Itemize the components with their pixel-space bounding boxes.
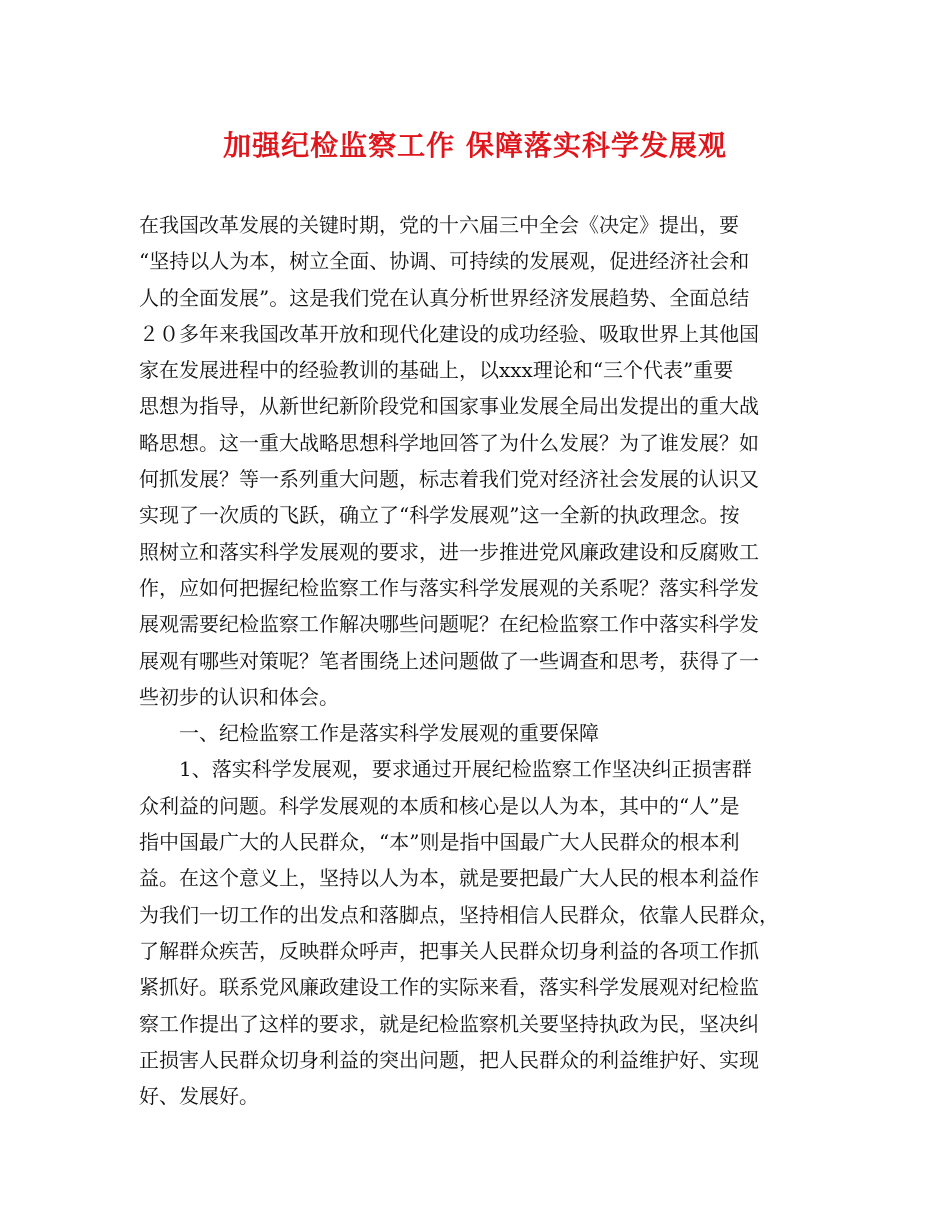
body-line: 思想为指导，从新世纪新阶段党和国家事业发展全局出发提出的重大战 [139,394,759,419]
body-line: 略思想。这一重大战略思想科学地回答了为什么发展？为了谁发展？如 [139,430,759,455]
body-line: 展观需要纪检监察工作解决哪些问题呢？在纪检监察工作中落实科学发 [139,612,759,637]
document-title: 加强纪检监察工作 保障落实科学发展观 [223,129,727,162]
document-body [139,207,829,1114]
body-line: 展观有哪些对策呢？笔者围绕上述问题做了一些调查和思考，获得了一 [139,648,759,673]
body-line: 家在发展进程中的经验教训的基础上，以xxx理论和“三个代表”重要 [139,358,734,383]
body-line: 些初步的认识和体会。 [139,684,339,709]
body-line: 察工作提出了这样的要求，就是纪检监察机关要坚持执政为民，坚决纠 [139,1011,759,1036]
body-line: 益。在这个意义上，坚持以人为本，就是要把最广大人民的根本利益作 [139,866,759,891]
body-line: 众利益的问题。科学发展观的本质和核心是以人为本，其中的“人”是 [139,793,740,818]
body-line: 何抓发展？等一系列重大问题，标志着我们党对经济社会发展的认识又 [139,467,759,492]
body-line: 指中国最广大的人民群众，“本”则是指中国最广大人民群众的根本利 [139,830,740,855]
body-line: 在我国改革发展的关键时期，党的十六届三中全会《决定》提出，要 [139,213,739,237]
body-line: 了解群众疾苦，反映群众呼声，把事关人民群众切身利益的各项工作抓 [139,938,759,963]
body-line: 紧抓好。联系党风廉政建设工作的实际来看，落实科学发展观对纪检监 [139,975,759,1000]
section-heading: 一、纪检监察工作是落实科学发展观的重要保障 [139,721,599,746]
body-line: “坚持以人为本，树立全面、协调、可持续的发展观，促进经济社会和 [139,249,750,274]
body-line: 为我们一切工作的出发点和落脚点，坚持相信人民群众，依靠人民群众， [139,902,779,927]
body-line: 1、落实科学发展观，要求通过开展纪检监察工作坚决纠正损害群 [139,757,752,782]
body-line: 正损害人民群众切身利益的突出问题，把人民群众的利益维护好、实现 [139,1047,759,1072]
body-line: 实现了一次质的飞跃，确立了“科学发展观”这一全新的执政理念。按 [139,503,740,528]
body-line: ２０多年来我国改革开放和现代化建设的成功经验、吸取世界上其他国 [139,321,759,346]
body-line: 照树立和落实科学发展观的要求，进一步推进党风廉政建设和反腐败工 [139,539,759,564]
body-line: 好、发展好。 [139,1084,259,1109]
body-line: 作，应如何把握纪检监察工作与落实科学发展观的关系呢？落实科学发 [139,575,759,600]
body-line: 人的全面发展”。这是我们党在认真分析世界经济发展趋势、全面总结 [139,285,750,310]
